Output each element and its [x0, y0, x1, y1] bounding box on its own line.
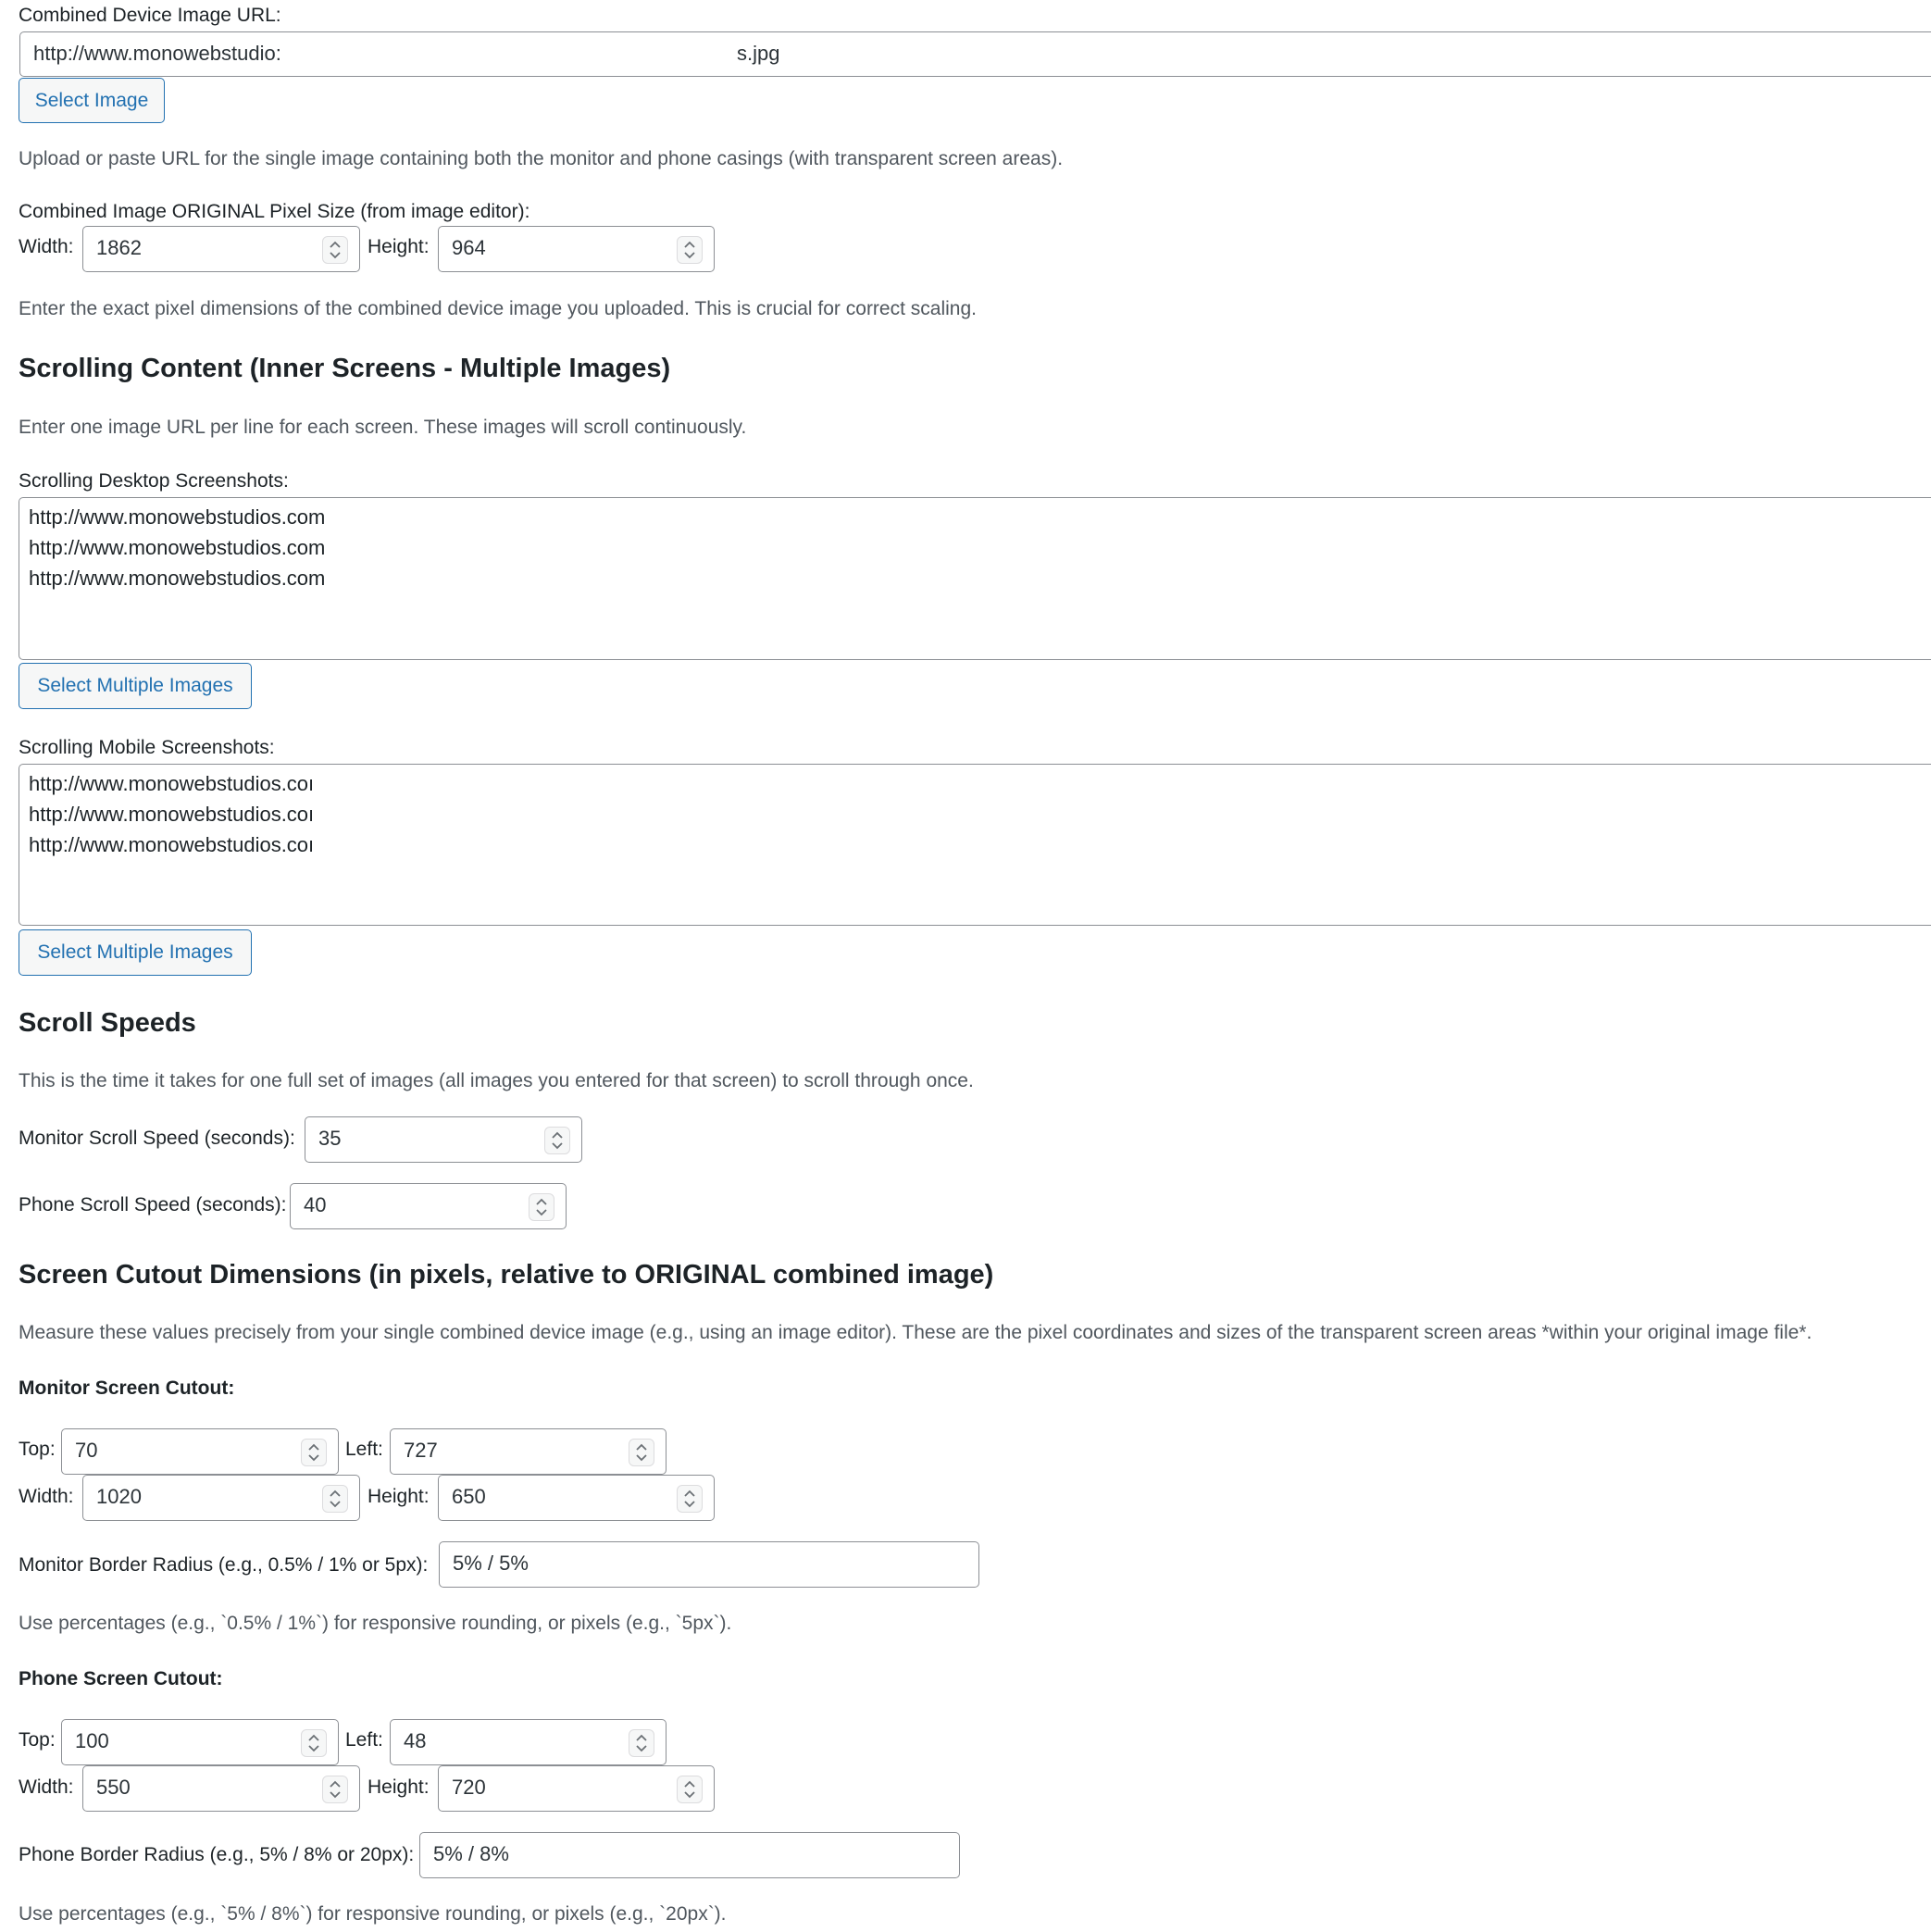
- phone-left-value: 48: [404, 1729, 427, 1752]
- combined-width-value: 1862: [96, 236, 142, 259]
- select-image-button[interactable]: Select Image: [19, 78, 165, 123]
- spinner-icon[interactable]: [629, 1439, 654, 1466]
- combined-height-input[interactable]: [438, 226, 715, 272]
- monitor-radius-label: Monitor Border Radius (e.g., 0.5% / 1% or 5px):: [19, 1554, 429, 1576]
- monitor-top-input[interactable]: [61, 1428, 339, 1475]
- combined-height-value: 964: [452, 236, 486, 259]
- combined-width-label: Width:: [19, 236, 74, 257]
- combined-height-label: Height:: [368, 236, 430, 257]
- phone-top-value: 100: [75, 1729, 109, 1752]
- spinner-icon[interactable]: [544, 1127, 570, 1154]
- monitor-radius-input[interactable]: 5% / 5%: [439, 1541, 979, 1588]
- monitor-height-label: Height:: [368, 1486, 430, 1507]
- monitor-height-value: 650: [452, 1485, 486, 1508]
- scrolling-content-description: Enter one image URL per line for each screen. These images will scroll continuously.: [19, 417, 747, 438]
- phone-width-input[interactable]: [82, 1765, 360, 1812]
- spinner-icon[interactable]: [301, 1729, 327, 1757]
- select-mobile-images-button[interactable]: Select Multiple Images: [19, 929, 252, 976]
- spinner-icon[interactable]: [322, 1485, 348, 1513]
- monitor-cutout-heading: Monitor Screen Cutout:: [19, 1377, 235, 1399]
- mobile-url-line: http://www.monowebstudios.coı: [29, 803, 315, 826]
- phone-height-label: Height:: [368, 1776, 430, 1798]
- spinner-icon[interactable]: [677, 1485, 703, 1513]
- combined-image-size-label: Combined Image ORIGINAL Pixel Size (from image editor):: [19, 201, 530, 222]
- cutout-heading: Screen Cutout Dimensions (in pixels, relative to ORIGINAL combined image): [19, 1260, 994, 1290]
- desktop-screenshots-textarea[interactable]: [19, 497, 1931, 660]
- monitor-width-input[interactable]: [82, 1475, 360, 1521]
- scrolling-content-heading: Scrolling Content (Inner Screens - Multiple Images): [19, 354, 671, 383]
- url-value-start: http://www.monowebstudio:: [33, 42, 281, 65]
- phone-radius-input[interactable]: 5% / 8%: [419, 1832, 960, 1878]
- spinner-icon[interactable]: [322, 1776, 348, 1803]
- spinner-icon[interactable]: [677, 1776, 703, 1803]
- monitor-left-value: 727: [404, 1439, 438, 1462]
- combined-image-url-label: Combined Device Image URL:: [19, 5, 281, 26]
- monitor-scroll-speed-value: 35: [318, 1127, 342, 1150]
- phone-scroll-speed-value: 40: [304, 1193, 327, 1216]
- monitor-height-input[interactable]: [438, 1475, 715, 1521]
- phone-height-value: 720: [452, 1776, 486, 1799]
- scroll-speeds-heading: Scroll Speeds: [19, 1008, 196, 1038]
- monitor-scroll-speed-input[interactable]: [305, 1116, 582, 1163]
- phone-top-label: Top:: [19, 1729, 56, 1751]
- combined-image-url-input[interactable]: [19, 31, 1931, 77]
- spinner-icon[interactable]: [677, 236, 703, 264]
- phone-radius-label: Phone Border Radius (e.g., 5% / 8% or 20px):: [19, 1844, 415, 1865]
- desktop-url-line: http://www.monowebstudios.com: [29, 567, 326, 590]
- spinner-icon[interactable]: [322, 236, 348, 264]
- phone-left-input[interactable]: [390, 1719, 667, 1765]
- desktop-screenshots-label: Scrolling Desktop Screenshots:: [19, 470, 289, 492]
- combined-image-url-description: Upload or paste URL for the single image containing both the monitor and phone casings (with transparent screen areas).: [19, 148, 1064, 169]
- phone-width-value: 550: [96, 1776, 131, 1799]
- mobile-url-line: http://www.monowebstudios.coı: [29, 772, 315, 795]
- monitor-radius-description: Use percentages (e.g., `0.5% / 1%`) for responsive rounding, or pixels (e.g., `5px`).: [19, 1613, 732, 1634]
- desktop-url-line: http://www.monowebstudios.com: [29, 536, 326, 559]
- monitor-top-value: 70: [75, 1439, 98, 1462]
- phone-width-label: Width:: [19, 1776, 74, 1798]
- mobile-url-line: http://www.monowebstudios.coı: [29, 833, 315, 856]
- monitor-left-label: Left:: [345, 1439, 383, 1460]
- spinner-icon[interactable]: [629, 1729, 654, 1757]
- cutout-description: Measure these values precisely from your single combined device image (e.g., using an image editor). These are the pixel coordinates and sizes of the transparent screen areas *within your original image file*.: [19, 1322, 1813, 1343]
- select-desktop-images-button[interactable]: Select Multiple Images: [19, 663, 252, 709]
- desktop-url-line: http://www.monowebstudios.com: [29, 505, 326, 529]
- mobile-screenshots-textarea[interactable]: [19, 764, 1931, 926]
- phone-height-input[interactable]: [438, 1765, 715, 1812]
- phone-scroll-speed-label: Phone Scroll Speed (seconds):: [19, 1194, 287, 1215]
- spinner-icon[interactable]: [301, 1439, 327, 1466]
- scroll-speeds-description: This is the time it takes for one full set of images (all images you entered for that screen) to scroll through once.: [19, 1070, 974, 1091]
- url-value-end: s.jpg: [737, 42, 780, 65]
- phone-radius-description: Use percentages (e.g., `5% / 8%`) for responsive rounding, or pixels (e.g., `20px`).: [19, 1903, 727, 1925]
- phone-scroll-speed-input[interactable]: [290, 1183, 567, 1229]
- combined-width-input[interactable]: [82, 226, 360, 272]
- monitor-width-value: 1020: [96, 1485, 142, 1508]
- phone-cutout-heading: Phone Screen Cutout:: [19, 1668, 223, 1689]
- spinner-icon[interactable]: [529, 1193, 554, 1221]
- phone-left-label: Left:: [345, 1729, 383, 1751]
- combined-image-size-description: Enter the exact pixel dimensions of the combined device image you uploaded. This is crucial for correct scaling.: [19, 298, 977, 319]
- monitor-left-input[interactable]: [390, 1428, 667, 1475]
- monitor-top-label: Top:: [19, 1439, 56, 1460]
- monitor-width-label: Width:: [19, 1486, 74, 1507]
- mobile-screenshots-label: Scrolling Mobile Screenshots:: [19, 737, 275, 758]
- phone-top-input[interactable]: [61, 1719, 339, 1765]
- monitor-scroll-speed-label: Monitor Scroll Speed (seconds):: [19, 1128, 295, 1149]
